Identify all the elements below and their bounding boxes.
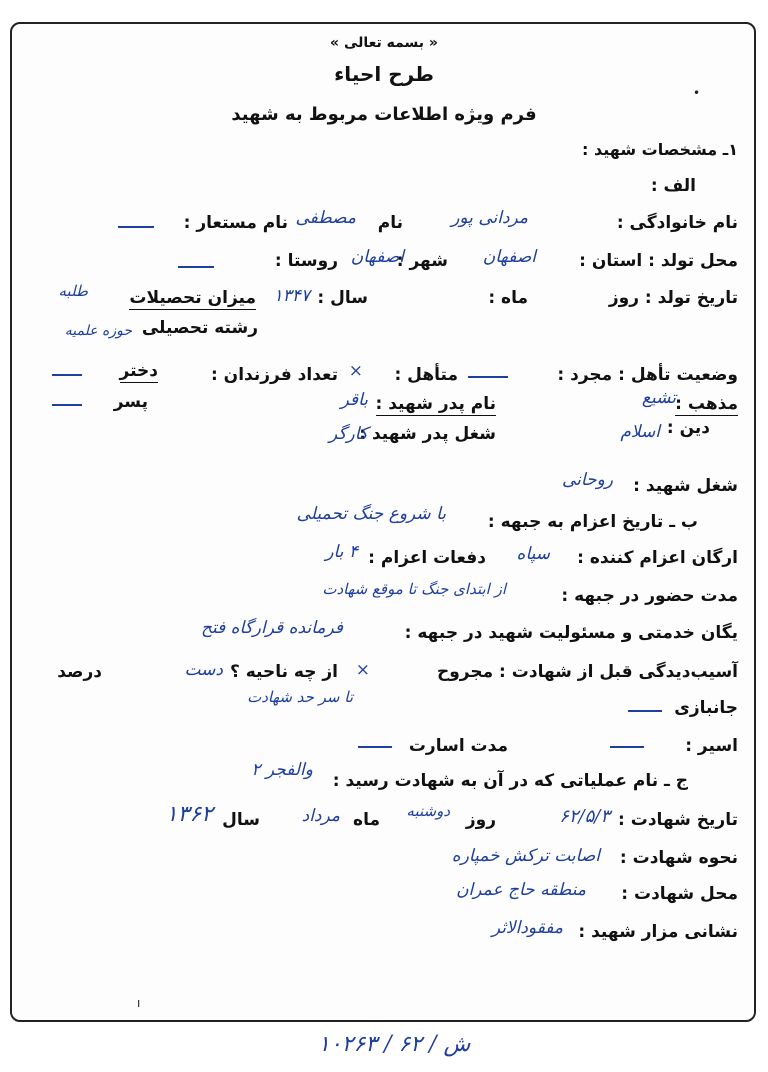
year-value-c: ۱۳۶۲: [165, 802, 213, 827]
month-label: ماه :: [488, 288, 528, 308]
place-label: محل شهادت :: [621, 884, 738, 904]
stray-mark: •: [693, 86, 701, 100]
education-level-value: طلبه: [58, 282, 88, 300]
place-value: منطقه حاج عمران: [456, 880, 586, 900]
job-label: شغل شهید :: [633, 476, 738, 496]
sect-value: تشیع: [641, 388, 676, 408]
dispatch-date-label: ب ـ تاریخ اعزام به جبهه :: [487, 512, 698, 532]
name-value: مصطفی: [295, 208, 356, 228]
dob-label: تاریخ تولد : روز: [608, 288, 738, 308]
month-value: مرداد: [301, 806, 340, 826]
org-label: ارگان اعزام کننده :: [577, 548, 738, 568]
unit-value: فرمانده قرارگاه فتح: [200, 618, 343, 638]
father-name-value: باقر: [340, 390, 368, 410]
veteran-label: جانبازی: [674, 698, 738, 718]
daughter-blank: [52, 374, 82, 376]
married-mark: ×: [348, 361, 363, 381]
project-title: طرح احیاء: [334, 62, 434, 86]
field-label: رشته تحصیلی: [141, 318, 258, 338]
form-title: فرم ویژه اطلاعات مربوط به شهید: [231, 104, 537, 125]
religion-label: دین :: [666, 418, 710, 438]
section1-heading: ١ـ مشخصات شهید :: [582, 140, 738, 159]
injury-label: آسیب‌دیدگی قبل از شهادت : مجروح: [436, 662, 738, 682]
veteran-blank: [628, 710, 662, 712]
injury-mark: ×: [355, 660, 370, 680]
sect-label: مذهب :: [675, 394, 738, 414]
job-value: روحانی: [561, 470, 613, 490]
manner-value: اصابت ترکش خمپاره: [451, 846, 600, 866]
duration-label: مدت حضور در جبهه :: [561, 586, 738, 606]
area-label: از چه ناحیه ؟: [229, 662, 338, 682]
village-blank: [178, 266, 214, 268]
area-value: دست: [184, 660, 223, 680]
year-label-c: سال: [222, 810, 260, 830]
alias-blank: [118, 226, 154, 228]
invocation: « بسمه تعالی »: [330, 35, 438, 51]
day-label: روز: [465, 810, 496, 830]
daughter-label: دختر: [119, 361, 158, 381]
unit-label: یگان خدمتی و مسئولیت شهید در جبهه :: [404, 623, 738, 643]
name-label: نام: [377, 213, 403, 233]
stray-mark: ı: [137, 996, 141, 1010]
father-job-label: شغل پدر شهید :: [359, 424, 496, 444]
captivity-label: مدت اسارت: [408, 736, 508, 756]
captive-label: اسیر :: [685, 736, 738, 756]
village-label: روستا :: [274, 251, 338, 271]
org-value: سپاه: [516, 544, 550, 564]
year-value: ۱۳۴۷: [273, 286, 310, 306]
married-label: متأهل :: [394, 365, 458, 385]
percent-label: درصد: [57, 662, 102, 682]
marital-label: وضعیت تأهل : مجرد :: [557, 365, 738, 385]
martyr-date-value: ۶۲/۵/۳: [559, 806, 610, 827]
month-label-c: ماه: [353, 810, 380, 830]
captive-blank: [610, 746, 644, 748]
sub-a-label: الف :: [650, 176, 696, 196]
single-blank: [468, 376, 508, 378]
father-name-label: نام پدر شهید :: [375, 394, 496, 414]
martyr-date-label: تاریخ شهادت :: [618, 810, 738, 830]
province-value: اصفهان: [482, 247, 536, 267]
percent-value: تا سر حد شهادت: [247, 688, 353, 706]
day-value: دوشنبه: [406, 802, 450, 820]
birthplace-label: محل تولد : استان :: [579, 251, 738, 271]
archive-code: ۱۰۲۶۳ / ۶۲ / ش: [318, 1032, 471, 1057]
duration-value: از ابتدای جنگ تا موقع شهادت: [322, 580, 506, 598]
captivity-blank: [358, 746, 392, 748]
times-label: دفعات اعزام :: [368, 548, 486, 568]
times-value: ۴ بار: [325, 542, 358, 562]
manner-label: نحوه شهادت :: [619, 848, 738, 868]
city-label: شهر :: [396, 251, 448, 271]
son-blank: [52, 404, 82, 406]
family-label: نام خانوادگی :: [616, 213, 738, 233]
family-value: مردانی پور: [451, 208, 528, 228]
field-value: حوزه علمیه: [64, 323, 132, 339]
city-value: اصفهان: [350, 247, 404, 267]
religion-value: اسلام: [620, 422, 660, 442]
father-job-value: کارگر: [329, 424, 368, 444]
son-label: پسر: [113, 392, 148, 412]
operation-value: والفجر ۲: [251, 760, 313, 780]
children-label: تعداد فرزندان :: [210, 365, 338, 385]
year-label: سال :: [317, 288, 368, 308]
grave-label: نشانی مزار شهید :: [578, 922, 738, 942]
education-level-label: میزان تحصیلات: [129, 288, 256, 308]
grave-value: مفقودالاثر: [491, 918, 563, 938]
operation-label: ج ـ نام عملیاتی که در آن به شهادت رسید :: [332, 771, 688, 791]
dispatch-date-value: با شروع جنگ تحمیلی: [296, 504, 446, 524]
alias-label: نام مستعار :: [183, 213, 288, 233]
